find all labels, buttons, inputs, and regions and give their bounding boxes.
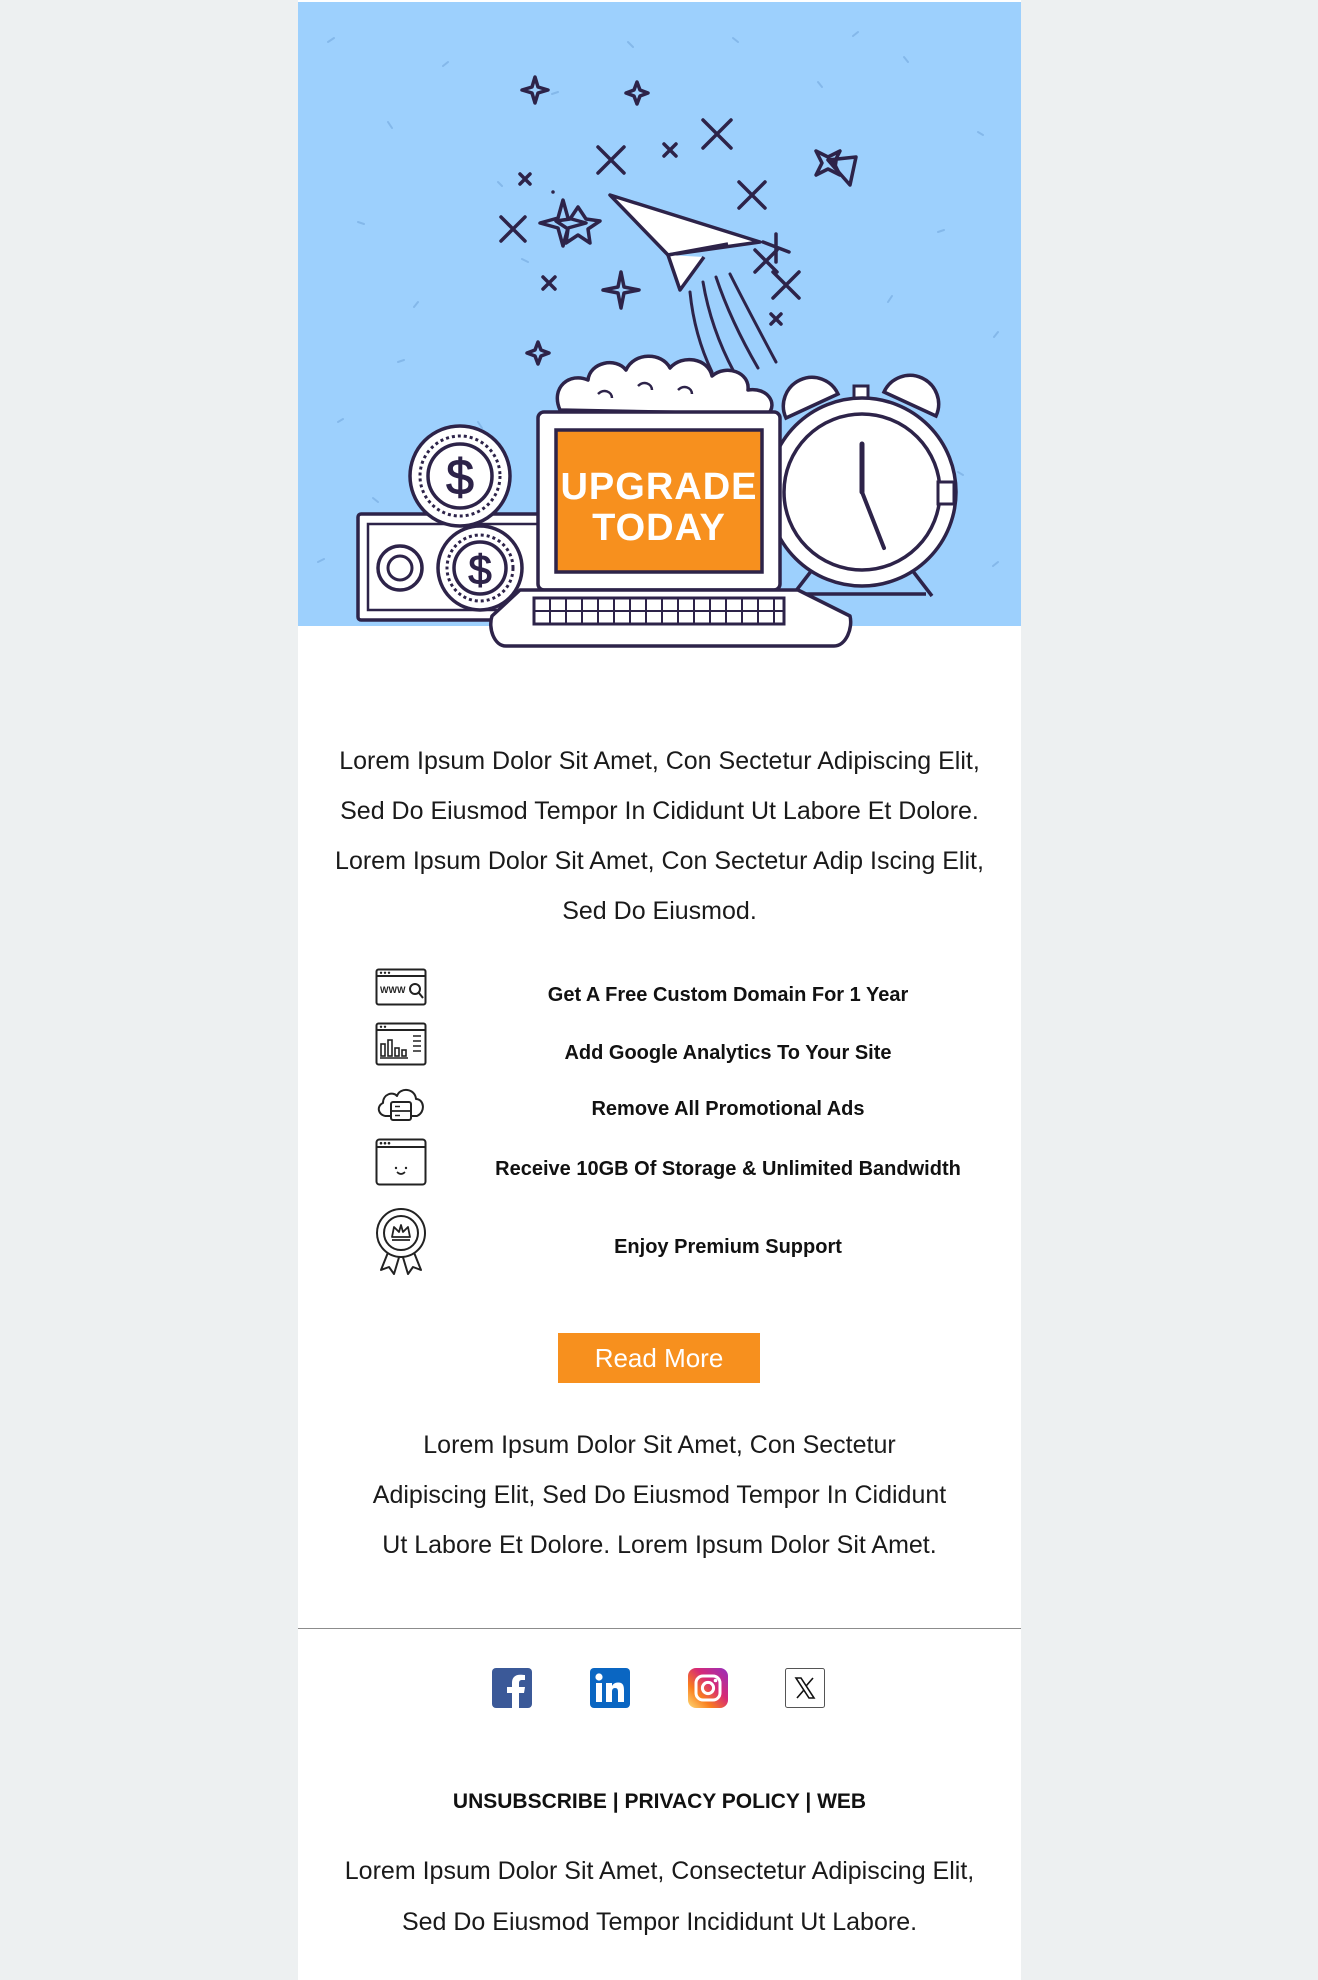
hero-upgrade-text: UPGRADE — [560, 466, 758, 508]
facebook-icon — [492, 1668, 532, 1708]
intro-line: Lorem Ipsum Dolor Sit Amet, Con Sectetur Adipiscing Elit, — [339, 747, 980, 775]
analytics-dashboard-icon — [375, 1022, 427, 1066]
intro-line: Sed Do Eiusmod Tempor In Cididunt Ut Labore Et Dolore. — [340, 797, 979, 825]
svg-text:WWW: WWW — [380, 985, 406, 995]
link-separator: | — [606, 1790, 625, 1813]
intro-line: Lorem Ipsum Dolor Sit Amet, Con Sectetur Adip Iscing Elit, — [335, 847, 984, 875]
x-twitter-icon — [785, 1668, 825, 1708]
link-separator: | — [799, 1790, 818, 1813]
footer-paragraph — [298, 1846, 1021, 1948]
footer-line: Lorem Ipsum Dolor Sit Amet, Consectetur Adipiscing Elit, — [344, 1857, 975, 1885]
feature-text: Remove All Promotional Ads — [591, 1098, 865, 1120]
feature-text: Receive 10GB Of Storage & Unlimited Bandwidth — [495, 1158, 961, 1180]
browser-window-icon — [375, 1138, 427, 1186]
www-browser-icon — [375, 968, 427, 1006]
svg-text:$: $ — [468, 546, 492, 593]
social-links — [298, 1668, 1021, 1712]
feature-text: Get A Free Custom Domain For 1 Year — [547, 984, 909, 1006]
x-twitter-link[interactable] — [785, 1668, 825, 1708]
hero-today-text: TODAY — [592, 507, 726, 549]
privacy-policy-link[interactable]: PRIVACY POLICY — [624, 1790, 800, 1813]
outro-paragraph — [338, 1420, 981, 1570]
facebook-link[interactable] — [492, 1668, 532, 1708]
intro-paragraph — [298, 736, 1021, 936]
intro-line: Sed Do Eiusmod. — [562, 897, 757, 925]
outro-line: Adipiscing Elit, Sed Do Eiusmod Tempor In Cididunt — [372, 1481, 947, 1509]
feature-list — [298, 960, 1021, 1280]
instagram-icon — [688, 1668, 728, 1708]
email-container — [298, 0, 1021, 1980]
footer-divider — [298, 1628, 1021, 1629]
unsubscribe-link[interactable]: UNSUBSCRIBE — [452, 1790, 607, 1813]
outro-line: Lorem Ipsum Dolor Sit Amet, Con Sectetur — [423, 1431, 896, 1459]
linkedin-link[interactable] — [590, 1668, 630, 1708]
read-more-button[interactable]: Read More — [558, 1333, 760, 1383]
web-link[interactable]: WEB — [817, 1790, 867, 1813]
instagram-link[interactable] — [688, 1668, 728, 1708]
feature-text: Add Google Analytics To Your Site — [564, 1042, 892, 1064]
feature-text: Enjoy Premium Support — [614, 1236, 842, 1258]
linkedin-icon — [590, 1668, 630, 1708]
cloud-server-icon — [375, 1084, 427, 1124]
hero-illustration — [298, 2, 1021, 659]
svg-text:$: $ — [446, 449, 474, 505]
hero-banner — [298, 2, 1021, 659]
footer-line: Sed Do Eiusmod Tempor Incididunt Ut Labore. — [401, 1908, 918, 1936]
outro-line: Ut Labore Et Dolore. Lorem Ipsum Dolor Sit Amet. — [382, 1531, 937, 1559]
footer-links — [298, 1790, 1021, 1814]
premium-badge-icon — [375, 1206, 427, 1276]
